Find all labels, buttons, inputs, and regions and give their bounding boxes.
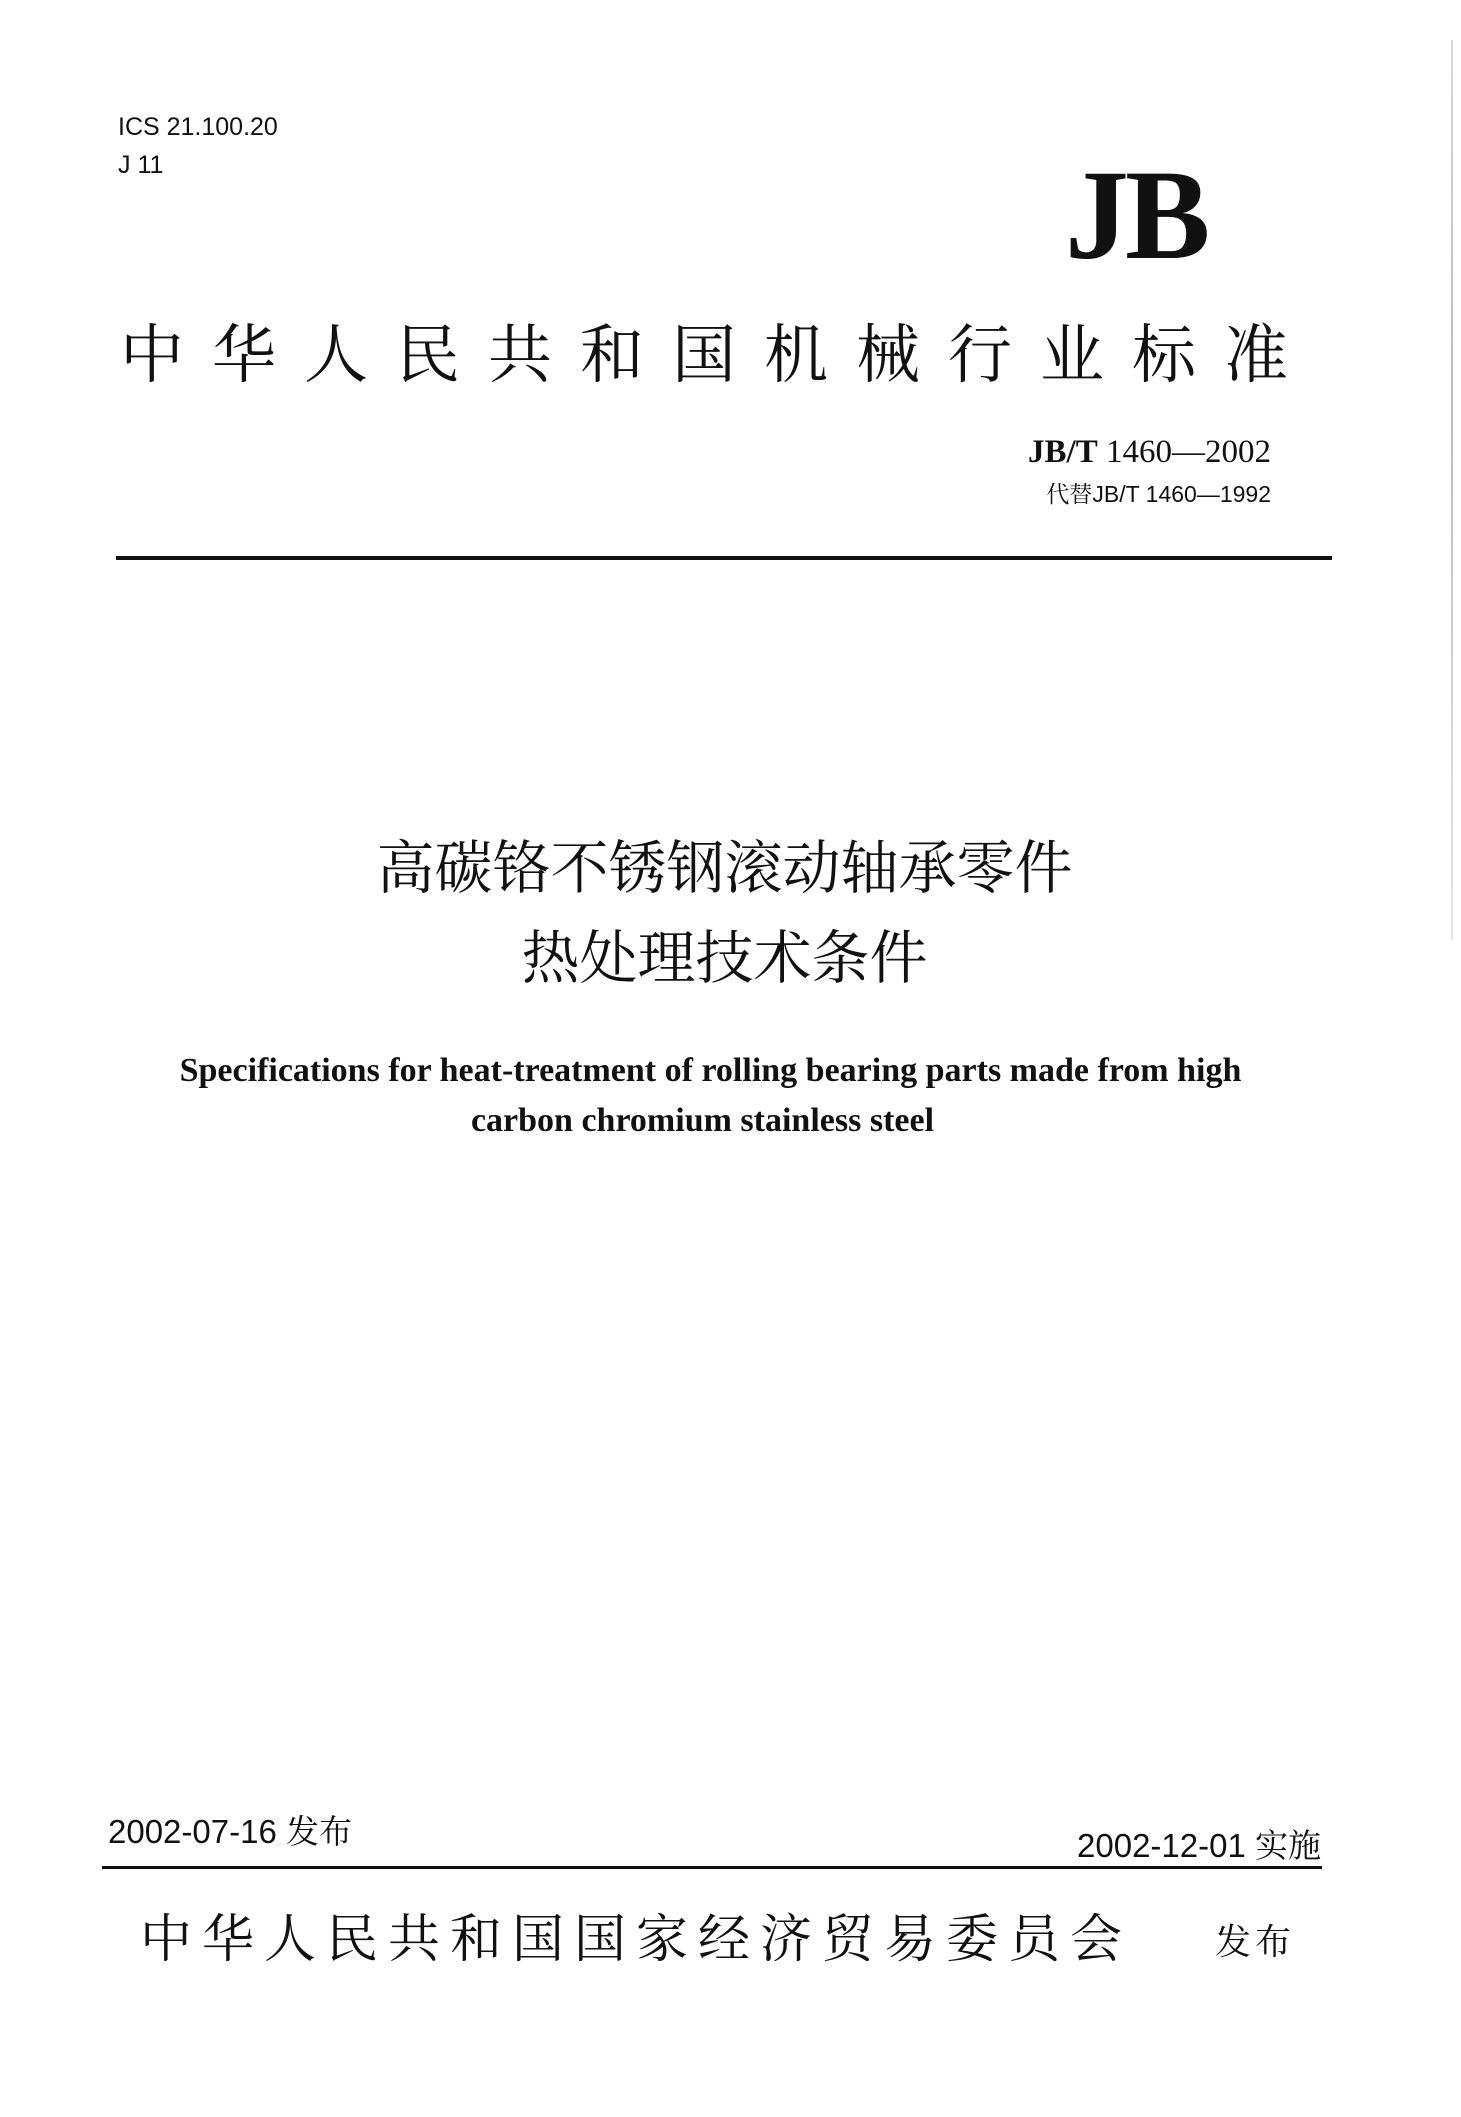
standard-number: [1028, 432, 1271, 472]
footer-divider: [102, 1866, 1322, 1869]
publisher-suffix: 发布: [1215, 1922, 1296, 1963]
standard-category-title: 中华人民共和国机械行业标准: [120, 319, 1316, 393]
header-divider: [116, 556, 1332, 560]
implementation-date: 2002-12-01 实施: [1077, 1827, 1321, 1864]
chinese-title-line-1: 高碳铬不锈钢滚动轴承零件: [376, 834, 1073, 902]
scan-edge-line: [1451, 40, 1453, 940]
english-title-line-2: carbon chromium stainless steel: [470, 1102, 935, 1139]
jb-logo: JB: [1065, 144, 1207, 286]
standard-number-prefix: JB/T: [1028, 434, 1098, 470]
ics-code: ICS 21.100.20: [118, 113, 278, 141]
ccs-code: J 11: [118, 151, 164, 179]
publisher-name: 中华人民共和国国家经济贸易委员会: [140, 1910, 1133, 1970]
replaced-standard: 代替JB/T 1460—1992: [1046, 481, 1271, 507]
english-title-line-1: Specifications for heat-treatment of rolling bearing parts made from high: [179, 1052, 1242, 1089]
release-date: 2002-07-16 发布: [108, 1813, 352, 1850]
standard-number-value: 1460—2002: [1097, 434, 1271, 470]
chinese-title-line-2: 热处理技术条件: [521, 924, 928, 992]
